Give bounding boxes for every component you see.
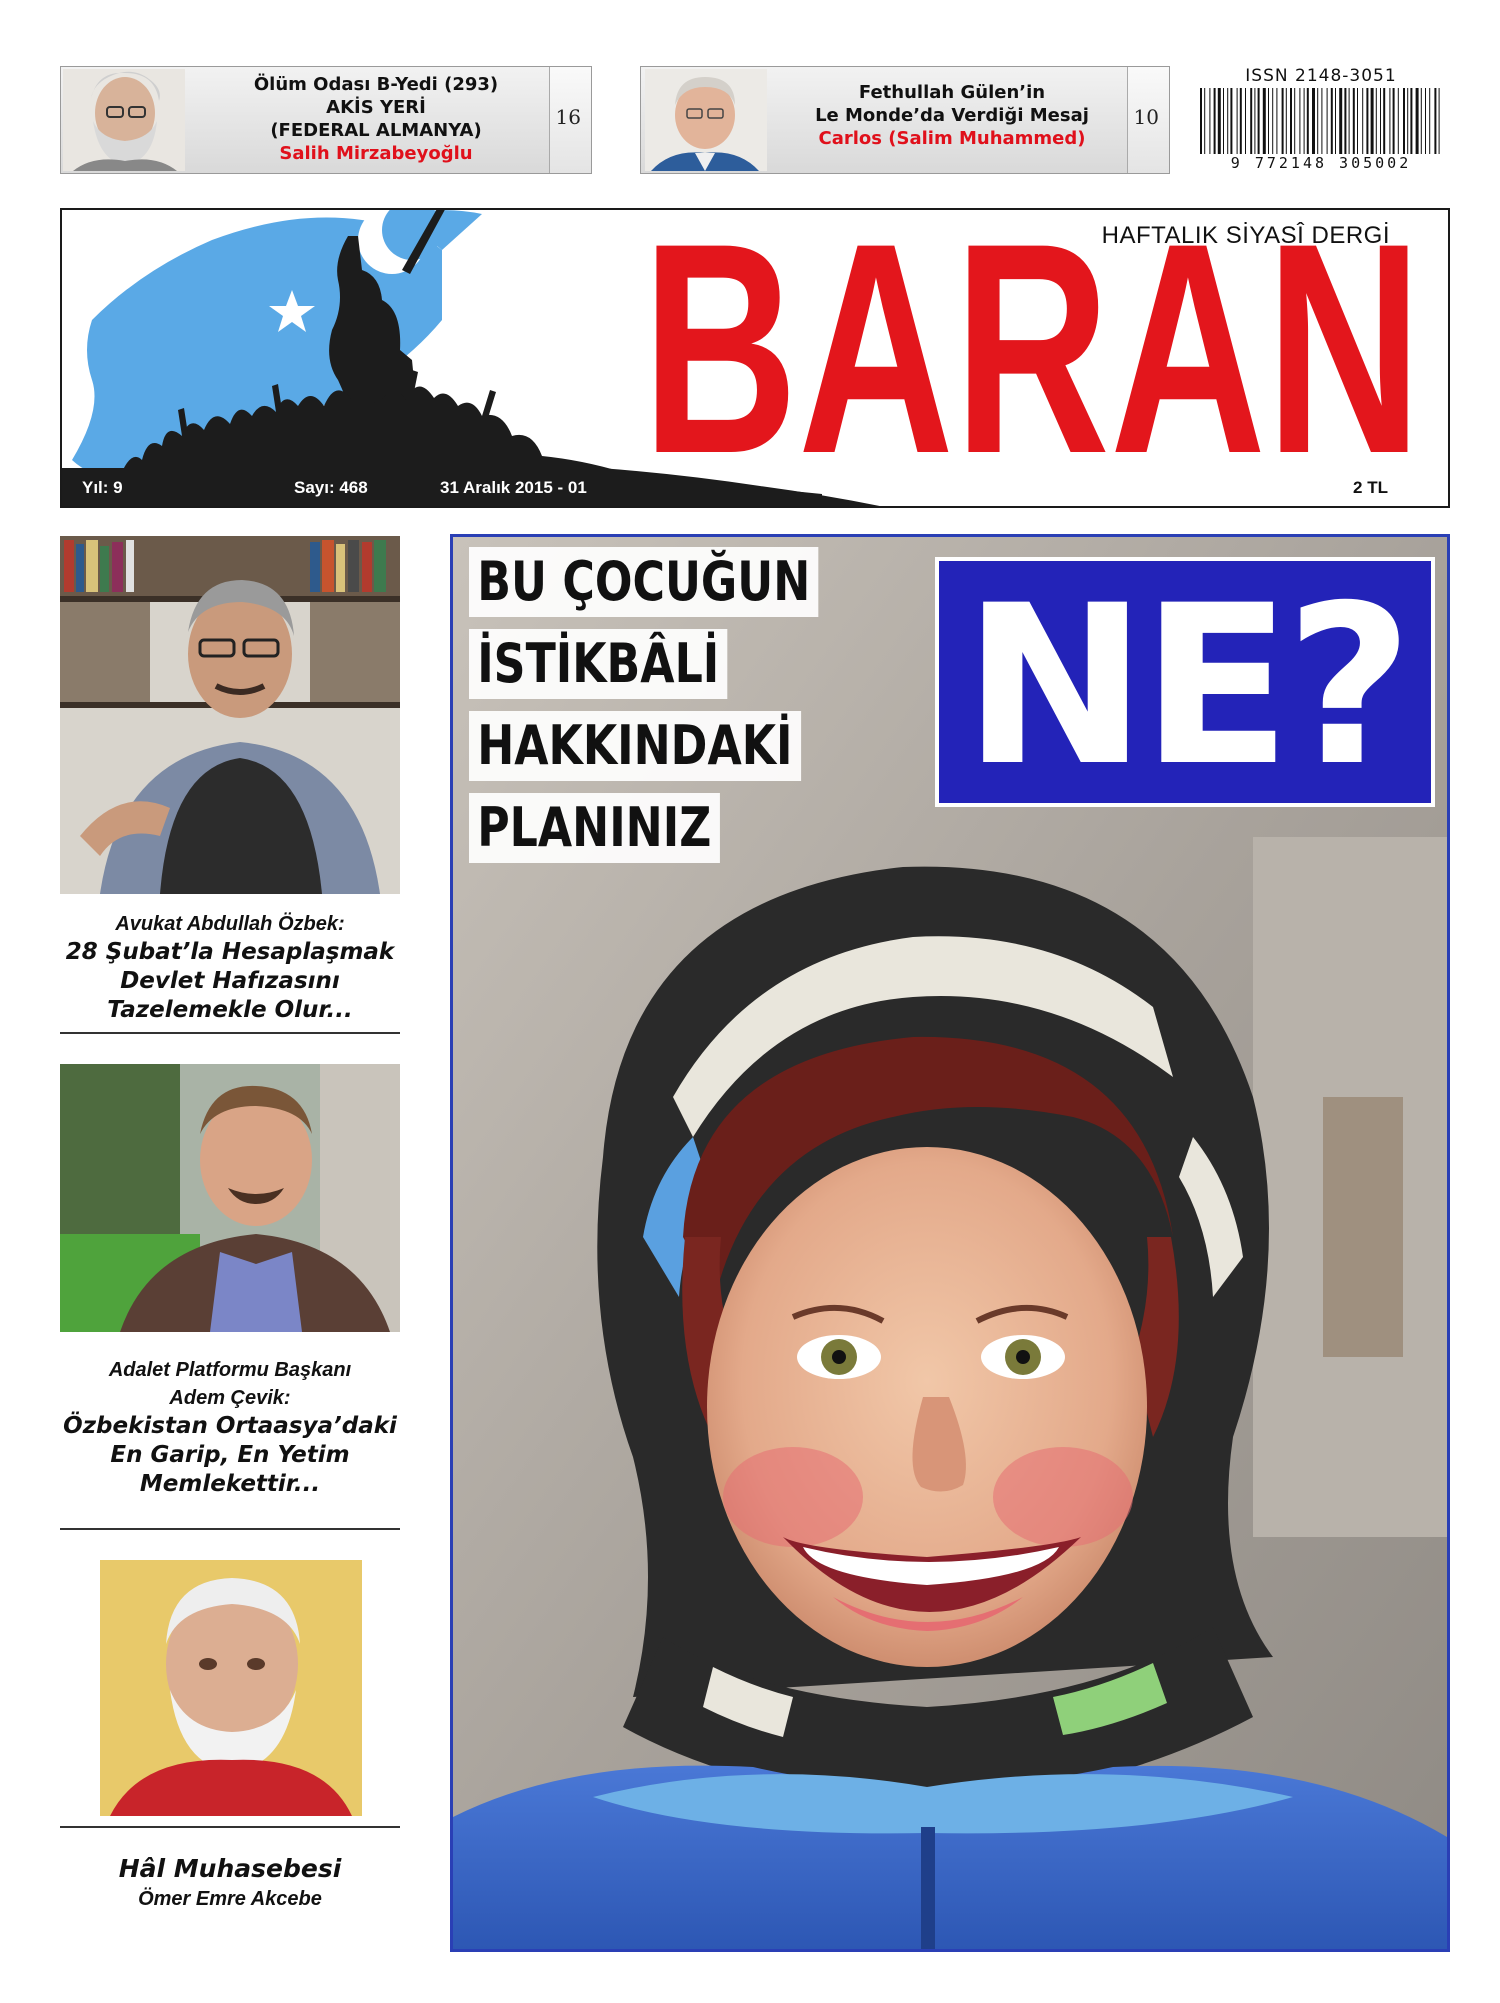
barcode-bar <box>1380 88 1381 154</box>
barcode-bar <box>1223 88 1224 154</box>
page-number: 10 <box>1133 105 1159 129</box>
barcode-bar <box>1214 88 1216 154</box>
teaser-author: Carlos (Salim Muhammed) <box>818 128 1086 149</box>
barcode-bar <box>1371 88 1374 154</box>
divider <box>60 1032 400 1034</box>
barcode-bar <box>1327 88 1328 154</box>
sidebar-article-ozbek[interactable] <box>60 910 400 1025</box>
ne-question-box <box>935 557 1435 814</box>
teaser-line: (FEDERAL ALMANYA) <box>270 120 482 141</box>
interview-photo-adem-cevik[interactable] <box>60 1064 400 1332</box>
magazine-tagline: HAFTALIK SİYASÎ DERGİ <box>1101 222 1390 249</box>
barcode-bar <box>1376 88 1377 154</box>
ne-question-text: NE? <box>962 558 1408 814</box>
teaser-line: Fethullah Gülen’in <box>858 82 1046 103</box>
barcode-bar <box>1268 88 1269 154</box>
barcode-bar <box>1227 88 1228 154</box>
barcode-icon <box>1200 88 1442 154</box>
issue-price: 2 TL <box>1353 478 1388 497</box>
barcode-bar <box>1344 88 1346 154</box>
barcode-bar <box>1393 88 1395 154</box>
barcode-bar <box>1339 88 1342 154</box>
barcode-bar <box>1286 88 1287 154</box>
barcode-bar <box>1362 88 1363 154</box>
logo-text: BARAN <box>642 216 1422 466</box>
barcode-bar <box>1398 88 1399 154</box>
sidebar-column-hal-muhasebesi[interactable] <box>60 1852 400 1912</box>
barcode-bar <box>1439 88 1440 154</box>
divider <box>60 1528 400 1530</box>
article-kicker: Avukat Abdullah Özbek: <box>115 913 345 935</box>
barcode-bar <box>1357 88 1358 154</box>
barcode-bar <box>1204 88 1205 154</box>
issue-year: Yıl: 9 <box>82 478 123 497</box>
teaser-headline <box>211 73 541 165</box>
barcode-bar <box>1230 88 1232 154</box>
baran-logo <box>622 216 1442 466</box>
barcode-bar <box>1407 88 1408 154</box>
barcode-bar <box>1425 88 1426 154</box>
page-number: 16 <box>555 105 581 129</box>
barcode-bar <box>1240 88 1242 154</box>
barcode-bar <box>1304 88 1305 154</box>
barcode-bar <box>1209 88 1210 154</box>
barcode-bar <box>1258 88 1260 154</box>
barcode-bar <box>1254 88 1255 154</box>
barcode-bar <box>1276 88 1277 154</box>
barcode-bar <box>1317 88 1318 154</box>
issue-date: 31 Aralık 2015 - 01 <box>440 478 587 497</box>
barcode-bar <box>1294 88 1295 154</box>
cover-headline-line: BU ÇOCUĞUN <box>469 547 818 617</box>
article-kicker: Adalet Platformu Başkanı <box>108 1359 352 1381</box>
column-title: Hâl Muhasebesi <box>118 1854 342 1883</box>
teaser-author: Salih Mirzabeyoğlu <box>279 143 473 164</box>
bookshelf-portrait-illustration <box>60 536 400 894</box>
masthead-meta-band <box>62 468 1448 506</box>
barcode-bar <box>1290 88 1292 154</box>
teaser-box-olum-odasi[interactable] <box>60 66 592 174</box>
article-headline-line: 28 Şubat’la Hesaplaşmak <box>65 939 395 965</box>
article-headline-line: Tazelemekle Olur... <box>107 997 353 1023</box>
portrait-illustration <box>645 69 767 171</box>
teaser-line: Ölüm Odası B-Yedi (293) <box>253 74 499 95</box>
barcode-bar <box>1299 88 1300 154</box>
barcode-bar <box>1312 88 1315 154</box>
barcode-digits: 9 772148 305002 <box>1230 154 1412 172</box>
barcode-bar <box>1245 88 1246 154</box>
cover-headline-line: HAKKINDAKİ <box>469 711 801 781</box>
barcode-bar <box>1250 88 1252 154</box>
barcode-bar <box>1335 88 1336 154</box>
barcode-bar <box>1434 88 1436 154</box>
cover-story[interactable] <box>450 534 1450 1952</box>
column-author: Ömer Emre Akcebe <box>138 1888 322 1910</box>
article-headline-line: Memlekettir... <box>139 1471 321 1497</box>
barcode-bar <box>1282 88 1284 154</box>
outdoor-portrait-illustration <box>60 1064 400 1332</box>
issue-number: Sayı: 468 <box>294 478 368 497</box>
cover-headline-line: PLANINIZ <box>469 793 720 863</box>
article-headline-line: En Garip, En Yetim <box>110 1442 350 1468</box>
barcode-bar <box>1403 88 1405 154</box>
barcode-bar <box>1349 88 1350 154</box>
barcode-bar <box>1321 88 1322 154</box>
barcode-bar <box>1389 88 1390 154</box>
barcode-bar <box>1307 88 1309 154</box>
article-headline-line: Devlet Hafızasını <box>120 968 340 994</box>
author-photo-elderly-man <box>63 69 185 171</box>
elderly-man-portrait-illustration <box>100 1560 362 1816</box>
interview-photo-abdullah-ozbek[interactable] <box>60 536 400 894</box>
sidebar-article-cevik[interactable] <box>60 1356 400 1499</box>
teaser-box-fethullah-gulen[interactable] <box>640 66 1170 174</box>
teaser-headline <box>779 81 1125 150</box>
column-photo-omer-emre-akcebe[interactable] <box>100 1560 362 1816</box>
barcode-bar <box>1331 88 1333 154</box>
barcode-bar <box>1353 88 1355 154</box>
barcode-bar <box>1263 88 1266 154</box>
barcode-bar <box>1272 88 1273 154</box>
portrait-illustration <box>63 69 185 171</box>
teaser-line: Le Monde’da Verdiği Mesaj <box>815 105 1089 126</box>
cover-headline-line: İSTİKBÂLİ <box>469 629 727 699</box>
barcode-block <box>1196 66 1446 176</box>
author-photo-man <box>645 69 767 171</box>
barcode-bar <box>1200 88 1202 154</box>
divider <box>60 1826 400 1828</box>
barcode-bar <box>1410 88 1412 154</box>
article-headline-line: Özbekistan Ortaasya’daki <box>63 1413 397 1439</box>
teaser-line: AKİS YERİ <box>326 97 426 118</box>
barcode-bar <box>1237 88 1238 154</box>
issn-label: ISSN 2148-3051 <box>1245 66 1397 86</box>
barcode-bar <box>1429 88 1430 154</box>
masthead <box>60 208 1450 508</box>
article-kicker: Adem Çevik: <box>169 1387 291 1409</box>
barcode-bar <box>1218 88 1221 154</box>
barcode-bar <box>1416 88 1419 154</box>
barcode-bar <box>1366 88 1368 154</box>
barcode-bar <box>1383 88 1385 154</box>
barcode-bar <box>1421 88 1422 154</box>
